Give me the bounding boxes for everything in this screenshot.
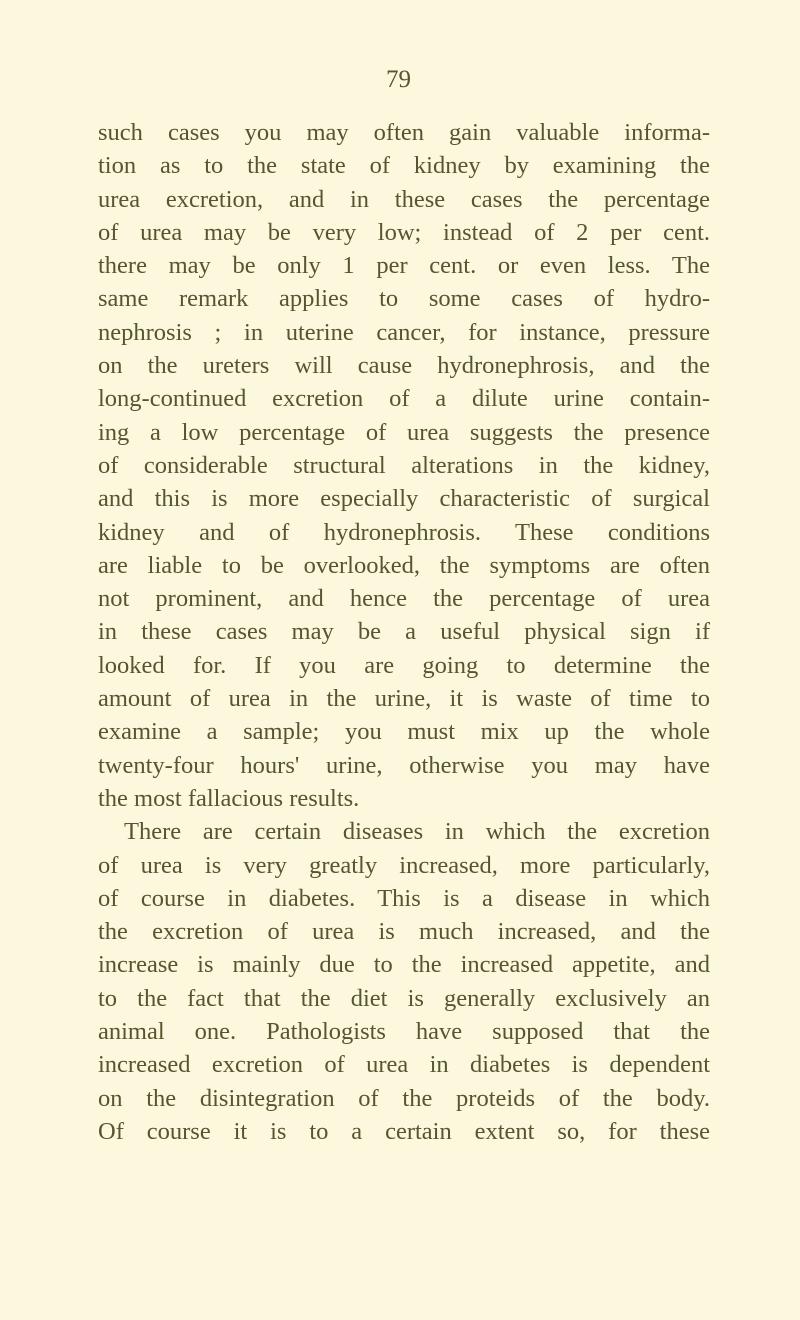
text-line: and this is more especially characteristic of surgical — [98, 485, 710, 513]
paragraph — [98, 116, 710, 815]
text-line: amount of urea in the urine, it is waste of time to — [98, 685, 710, 713]
text-line: twenty-four hours' urine, otherwise you may have — [98, 751, 710, 779]
text-line: nephrosis ; in uterine cancer, for instance, pressure — [98, 318, 710, 346]
text-line: the excretion of urea is much increased, and the — [98, 918, 710, 946]
body-text — [98, 116, 710, 1148]
text-line: examine a sample; you must mix up the whole — [98, 718, 710, 746]
text-line: Of course it is to a certain extent so, for these — [98, 1117, 710, 1145]
text-line: to the fact that the diet is generally exclusively an — [98, 984, 710, 1012]
text-line: of course in diabetes. This is a disease in which — [98, 884, 710, 912]
text-line: There are certain diseases in which the excretion — [124, 818, 710, 846]
text-line: tion as to the state of kidney by examining the — [98, 152, 710, 180]
text-line: looked for. If you are going to determine the — [98, 651, 710, 679]
text-line: of urea may be very low; instead of 2 per cent. — [98, 218, 710, 246]
text-line: kidney and of hydronephrosis. These conditions — [98, 518, 710, 546]
text-line: same remark applies to some cases of hydro- — [98, 285, 710, 313]
text-line: animal one. Pathologists have supposed that the — [98, 1018, 710, 1046]
text-line: not prominent, and hence the percentage of urea — [98, 585, 710, 613]
paragraph — [98, 815, 710, 1148]
page-number: 79 — [386, 66, 411, 93]
text-line: in these cases may be a useful physical sign if — [98, 618, 710, 646]
text-line: urea excretion, and in these cases the percentage — [98, 185, 710, 213]
text-line: on the ureters will cause hydronephrosis, and the — [98, 352, 710, 380]
text-line: of urea is very greatly increased, more particularly, — [98, 851, 710, 879]
text-line: increased excretion of urea in diabetes is dependent — [98, 1051, 710, 1079]
text-line: such cases you may often gain valuable informa- — [98, 119, 710, 146]
text-line: on the disintegration of the proteids of the body. — [98, 1084, 710, 1112]
text-line: increase is mainly due to the increased appetite, and — [98, 951, 710, 979]
text-line: the most fallacious results. — [98, 784, 360, 812]
text-line: are liable to be overlooked, the symptoms are often — [98, 551, 710, 579]
text-line: ing a low percentage of urea suggests the presence — [98, 418, 710, 446]
text-line: there may be only 1 per cent. or even less. The — [98, 252, 710, 280]
text-line: of considerable structural alterations in the kidney, — [98, 451, 710, 479]
text-line: long-continued excretion of a dilute urine contain- — [98, 385, 710, 413]
